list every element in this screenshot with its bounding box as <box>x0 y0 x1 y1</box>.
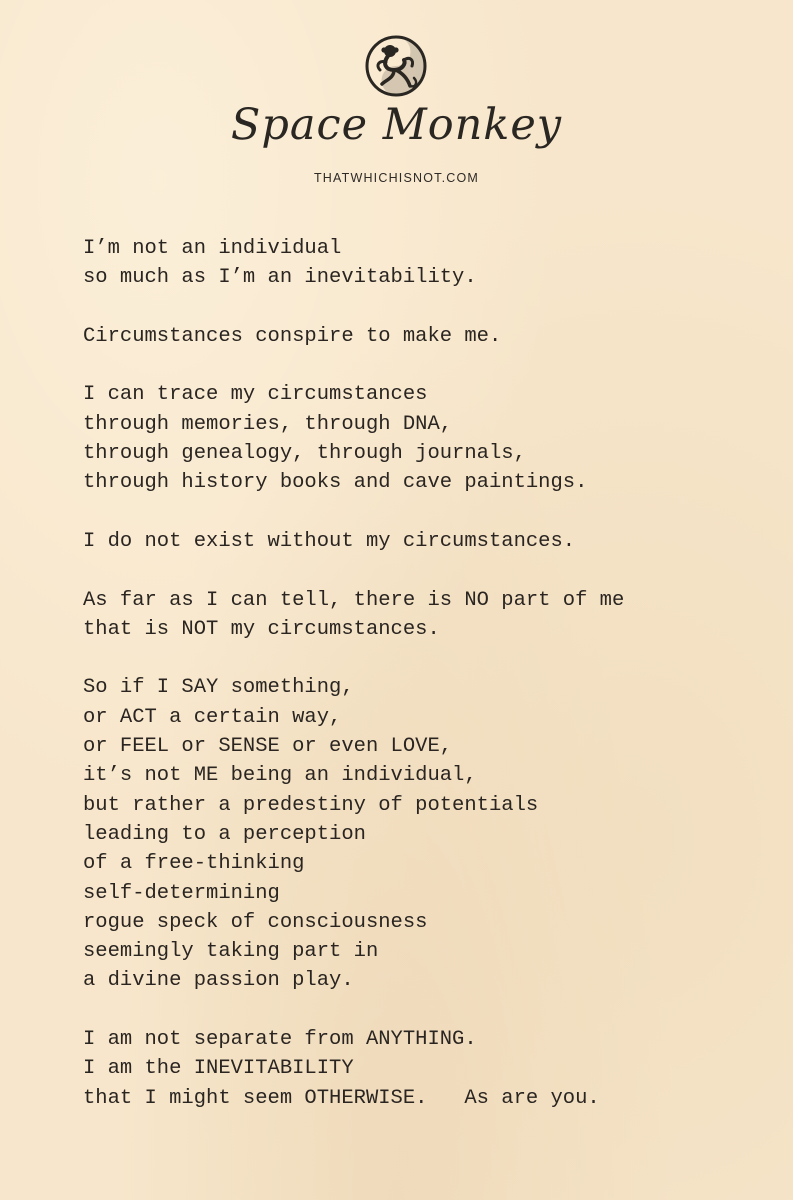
poem-line: leading to a perception <box>83 822 366 846</box>
poem-line: so much as I’m an inevitability. <box>83 266 477 290</box>
poem-line: through history books and cave paintings. <box>83 471 588 495</box>
brand-title: Space Monkey <box>230 100 563 150</box>
poem-line: that I might seem OTHERWISE. As are you. <box>83 1086 600 1110</box>
poem-line: but rather a predestiny of potentials <box>83 793 539 817</box>
poem-line: I’m not an individual <box>83 237 342 260</box>
poem-line: it’s not ME being an individual, <box>83 764 477 788</box>
poem-line: So if I SAY something, <box>83 676 354 700</box>
stanza <box>83 586 773 645</box>
poem-line: or FEEL or SENSE or even LOVE, <box>83 735 453 759</box>
poem-line: I do not exist without my circumstances. <box>83 529 576 553</box>
poem-line: Circumstances conspire to make me. <box>83 324 502 348</box>
poem-line: I can trace my circumstances <box>83 383 428 407</box>
stanza <box>83 1025 773 1113</box>
poem-line: As far as I can tell, there is NO part of me <box>83 588 625 612</box>
site-url: THATWHICHISNOT.COM <box>313 171 480 185</box>
poem-line: seemingly taking part in <box>83 940 379 964</box>
poem-line: through genealogy, through journals, <box>83 442 526 466</box>
stanza <box>83 380 773 497</box>
stanza <box>83 234 773 293</box>
stanza <box>83 527 773 556</box>
poem-line: of a free-thinking <box>83 852 305 876</box>
poem-line: self-determining <box>83 881 280 905</box>
poem-body <box>83 234 773 1142</box>
poem-line: that is NOT my circumstances. <box>83 617 440 641</box>
poem-line: through memories, through DNA, <box>83 412 453 436</box>
poem-line: a divine passion play. <box>83 969 354 993</box>
poem-line: I am not separate from ANYTHING. <box>83 1028 477 1052</box>
stanza <box>83 673 773 995</box>
poem-line: I am the INEVITABILITY <box>83 1057 354 1081</box>
stanza <box>83 322 773 351</box>
poem-line: rogue speck of consciousness <box>83 910 428 934</box>
space-monkey-logo-icon <box>364 34 428 98</box>
poem-line: or ACT a certain way, <box>83 705 342 729</box>
